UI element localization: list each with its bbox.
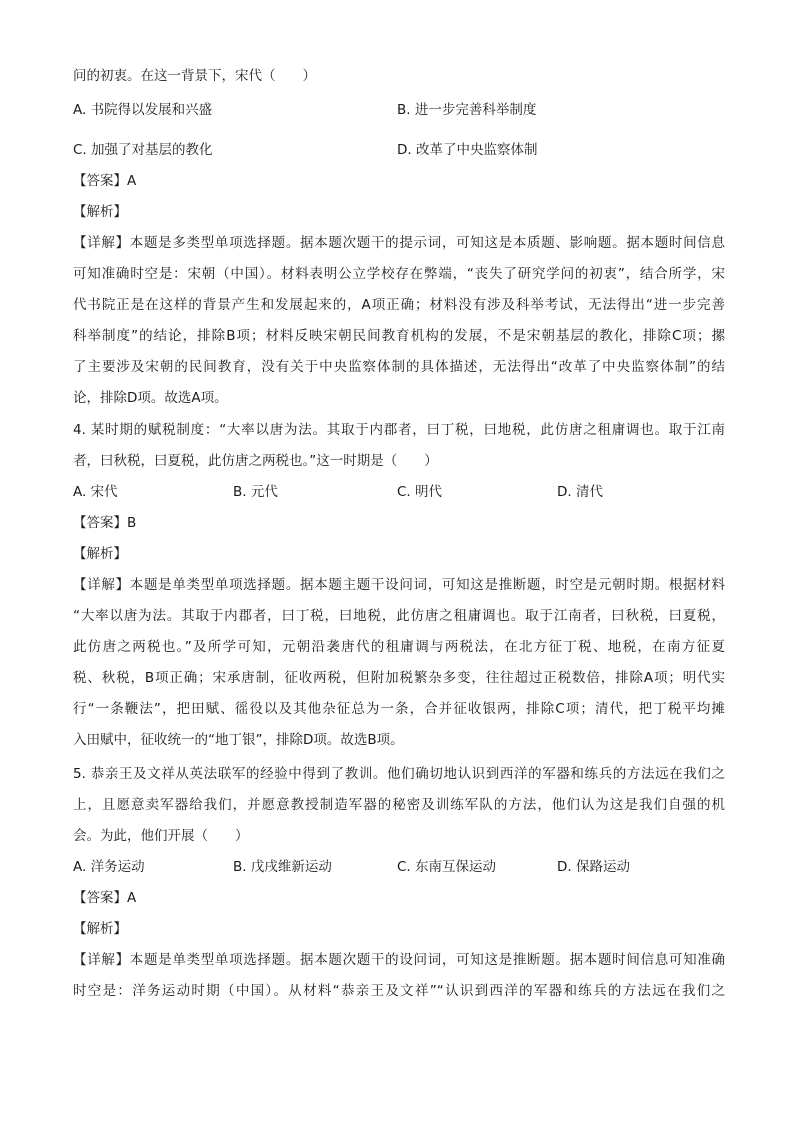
q3-option-c: C. 加强了对基层的教化 bbox=[73, 142, 213, 158]
q5-stem-line: 会。为此，他们开展（ ） bbox=[73, 828, 249, 844]
q5-stem-line: 上，且愿意卖军器给我们，并愿意教授制造军器的秘密及训练军队的方法，他们认为这是我们自强的机 bbox=[73, 797, 725, 813]
q5-option-b: B. 戊戌维新运动 bbox=[233, 859, 332, 875]
q4-detail-line: 行“一条鞭法”，把田赋、徭役以及其他杂征总为一条，合并征收银两，排除C项；清代，把丁税平均摊 bbox=[73, 701, 725, 717]
q5-option-c: C. 东南互保运动 bbox=[397, 859, 497, 875]
q3-detail-line: 科举制度”的结论，排除B项；材料反映宋朝民间教育机构的发展，不是宋朝基层的教化，排除C项；摞 bbox=[73, 328, 725, 344]
q3-stem-tail: 问的初衷。在这一背景下，宋代（ ） bbox=[73, 68, 316, 84]
q4-stem-line: 4. 某时期的赋税制度：“大率以唐为法。其取于内郡者，曰丁税，曰地税，此仿唐之租庸调也。取于江南 bbox=[73, 422, 725, 438]
q4-option-d: D. 清代 bbox=[557, 484, 603, 500]
q4-option-b: B. 元代 bbox=[233, 484, 278, 500]
q4-detail-line: 入田赋中，征收统一的“地丁银”，排除D项。故选B项。 bbox=[73, 732, 404, 748]
q3-detail-line: 代书院正是在这样的背景产生和发展起来的，A项正确；材料没有涉及科举考试，无法得出“进一步完善 bbox=[73, 297, 725, 313]
q5-analysis-label: 【解析】 bbox=[73, 921, 127, 937]
q5-option-d: D. 保路运动 bbox=[557, 859, 630, 875]
q4-analysis-label: 【解析】 bbox=[73, 546, 127, 562]
q4-detail-line: 此仿唐之两税也。”及所学可知，元朝沿袭唐代的租庸调与两税法，在北方征丁税、地税，在南方征夏 bbox=[73, 639, 725, 655]
q4-detail-line: 税、秋税，B项正确；宋承唐制，征收两税，但附加税繁杂多变，往往超过正税数倍，排除A项；明代实 bbox=[73, 670, 725, 686]
q3-option-a: A. 书院得以发展和兴盛 bbox=[73, 102, 213, 118]
q3-answer: 【答案】A bbox=[73, 173, 137, 189]
q5-detail-line: 时空是：洋务运动时期（中国）。从材料“恭亲王及文祥”“认识到西洋的军器和练兵的方法远在我们之 bbox=[73, 983, 725, 999]
q4-detail-line: “大率以唐为法。其取于内郡者，曰丁税，曰地税，此仿唐之租庸调也。取于江南者，曰秋税，曰夏税， bbox=[73, 608, 725, 624]
q3-option-b: B. 进一步完善科举制度 bbox=[397, 102, 537, 118]
q4-option-c: C. 明代 bbox=[397, 484, 443, 500]
q3-option-d: D. 改革了中央监察体制 bbox=[397, 142, 538, 158]
q5-option-a: A. 洋务运动 bbox=[73, 859, 145, 875]
q5-answer: 【答案】A bbox=[73, 890, 137, 906]
q3-detail-line: 可知准确时空是：宋朝（中国）。材料表明公立学校存在弊端，“丧失了研究学问的初衷”，结合所学，宋 bbox=[73, 266, 725, 282]
q4-detail-line: 【详解】本题是单类型单项选择题。据本题主题干设问词，可知这是推断题，时空是元朝时期。根据材料 bbox=[73, 577, 725, 593]
q5-detail-line: 【详解】本题是单类型单项选择题。据本题次题干的设问词，可知这是推断题。据本题时间信息可知准确 bbox=[73, 952, 725, 968]
q3-analysis-label: 【解析】 bbox=[73, 204, 127, 220]
q5-stem-line: 5. 恭亲王及文祥从英法联军的经验中得到了教训。他们确切地认识到西洋的军器和练兵的方法远在我们之 bbox=[73, 766, 725, 782]
q4-option-a: A. 宋代 bbox=[73, 484, 118, 500]
q3-detail-line: 了主要涉及宋朝的民间教育，没有关于中央监察体制的具体描述，无法得出“改革了中央监察体制”的结 bbox=[73, 359, 725, 375]
q3-detail-line: 论，排除D项。故选A项。 bbox=[73, 390, 228, 406]
q3-detail-line: 【详解】本题是多类型单项选择题。据本题次题干的提示词，可知这是本质题、影响题。据本题时间信息 bbox=[73, 235, 725, 251]
q4-answer: 【答案】B bbox=[73, 515, 137, 531]
q4-stem-line: 者，曰秋税，曰夏税，此仿唐之两税也。”这一时期是（ ） bbox=[73, 453, 438, 469]
